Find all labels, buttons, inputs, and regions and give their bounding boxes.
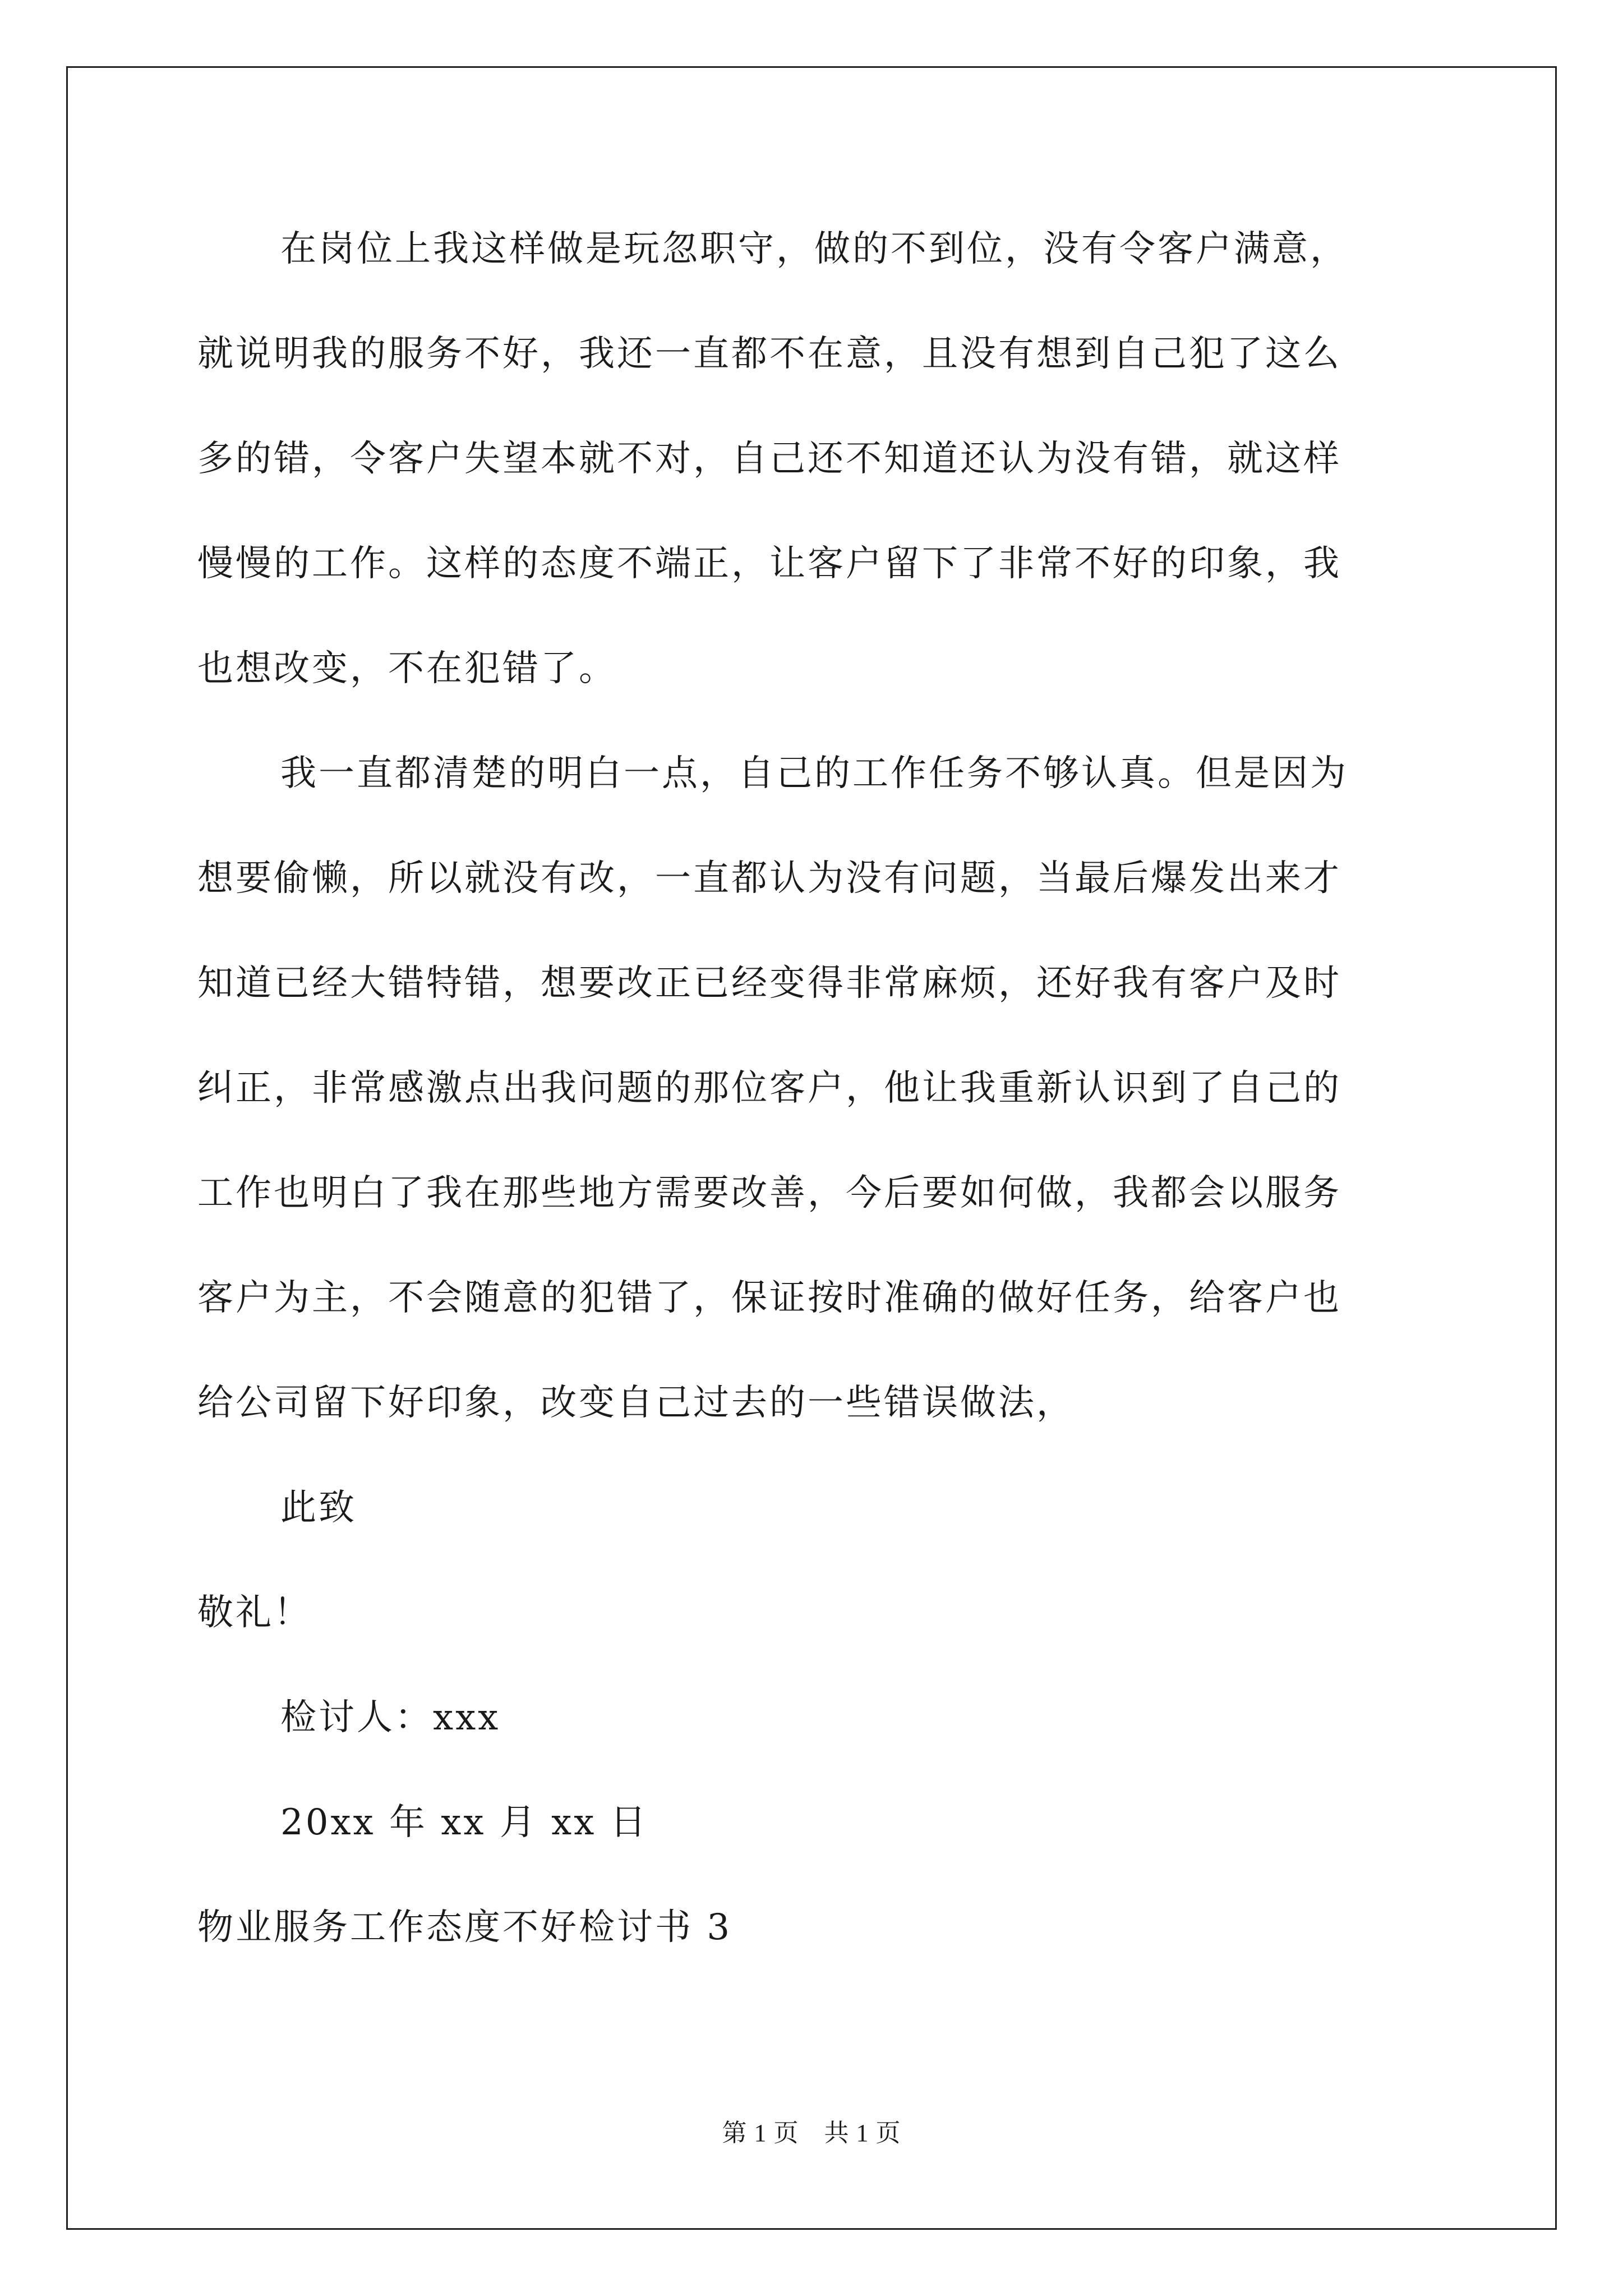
paragraph-2-line-7: 给公司留下好印象，改变自己过去的一些错误做法， (197, 1382, 1075, 1424)
paragraph-2-line-5: 工作也明白了我在那些地方需要改善，今后要如何做，我都会以服务 (197, 1172, 1341, 1214)
next-document-title: 物业服务工作态度不好检讨书 3 (197, 1907, 732, 1948)
paragraph-1-line-1: 在岗位上我这样做是玩忽职守，做的不到位，没有令客户满意， (280, 228, 1348, 270)
closing-salute: 敬礼！ (197, 1592, 312, 1634)
paragraph-1-line-3: 多的错，令客户失望本就不对，自己还不知道还认为没有错，就这样 (197, 438, 1341, 480)
paragraph-2-line-3: 知道已经大错特错，想要改正已经变得非常麻烦，还好我有客户及时 (197, 963, 1341, 1004)
paragraph-1-line-2: 就说明我的服务不好，我还一直都不在意，且没有想到自己犯了这么 (197, 333, 1341, 375)
date-line: 20xx 年 xx 月 xx 日 (280, 1802, 648, 1843)
signer-line: 检讨人：xxx (280, 1697, 501, 1738)
paragraph-2-line-1: 我一直都清楚的明白一点，自己的工作任务不够认真。但是因为 (280, 753, 1348, 794)
paragraph-2-line-2: 想要偷懒，所以就没有改，一直都认为没有问题，当最后爆发出来才 (197, 858, 1341, 899)
paragraph-2-line-4: 纠正，非常感激点出我问题的那位客户，他让我重新认识到了自己的 (197, 1068, 1341, 1109)
paragraph-1-line-5: 也想改变，不在犯错了。 (197, 648, 617, 689)
paragraph-1-line-4: 慢慢的工作。这样的态度不端正，让客户留下了非常不好的印象，我 (197, 543, 1341, 585)
paragraph-2-line-6: 客户为主，不会随意的犯错了，保证按时准确的做好任务，给客户也 (197, 1277, 1341, 1319)
page-border (66, 66, 1557, 2230)
closing-greeting: 此致 (280, 1487, 357, 1529)
page-footer: 第 1 页 共 1 页 (722, 2119, 901, 2147)
